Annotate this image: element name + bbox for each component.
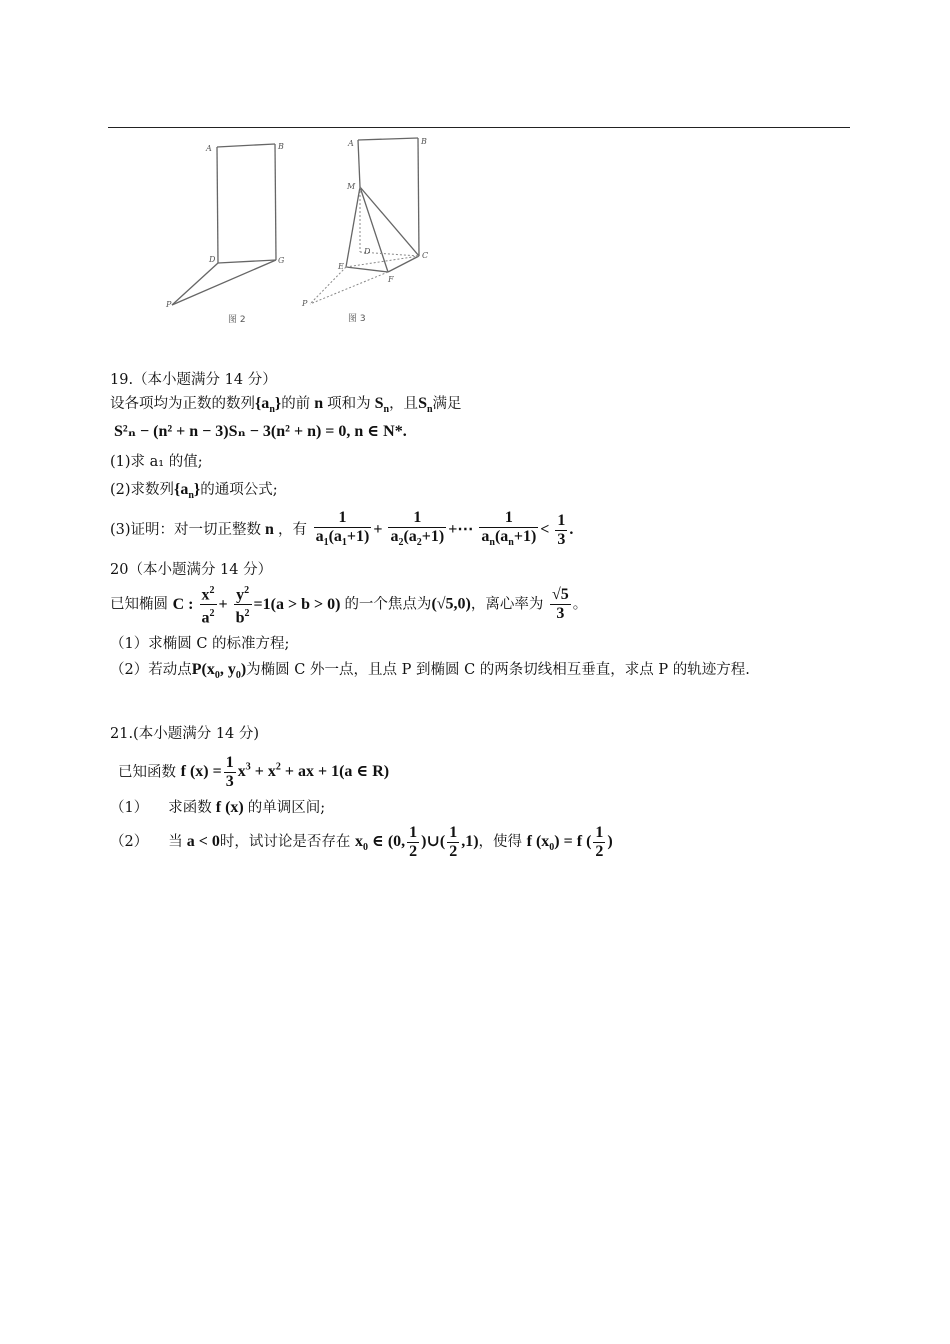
q19-part3: (3)证明：对一切正整数 n ，有 $\frac{1}{a_1(a_1+1)}$ + $\frac{1}{a_2(a_2+1)}$ +⋯ $\frac{1}{a_n(a_n+1)}$ < $\frac{1}{3}$ . — [110, 508, 574, 548]
q20-part1: （1）求椭圆 C 的标准方程; — [110, 636, 290, 652]
svg-text:F: F — [388, 275, 394, 284]
q20-intro: 已知椭圆 C : $\frac{x^2}{a^2}$ + $\frac{y^2}{b^2}$ =1(a > b > 0) 的一个焦点为(√5,0)，离心率为 $\frac{√5}{3}$ 。 — [110, 582, 587, 628]
q19-part1: (1)求 a₁ 的值; — [110, 454, 203, 470]
q19-equation: S²ₙ − (n² + n − 3)Sₙ − 3(n² + n) = 0, n ∈ N*. — [114, 423, 407, 440]
svg-text:C: C — [422, 251, 429, 260]
svg-text:G: G — [278, 256, 285, 265]
q21-intro: 已知函数 f (x) = $\frac{1}{3}$ $x^3 + x^2$ + ax + 1(a ∈ R) — [118, 754, 390, 791]
svg-text:M: M — [347, 182, 356, 191]
top-rule — [108, 127, 850, 128]
figure-2-caption: 图 2 — [228, 315, 246, 325]
q20-header: 20（本小题满分 14 分） — [110, 562, 273, 578]
q21-header: 21.(本小题满分 14 分) — [110, 726, 260, 742]
svg-text:D: D — [364, 247, 371, 256]
figure-2 — [160, 135, 300, 330]
q19-header: 19.（本小题满分 14 分） — [110, 372, 277, 388]
q19-part2: (2)求数列$\{a_n\}$的通项公式; — [110, 481, 278, 502]
svg-text:P: P — [166, 300, 172, 309]
svg-text:B: B — [278, 142, 284, 151]
q19-intro: 设各项均为正数的数列$\{a_n\}$的前 n 项和为 $S_n$，且$S_n$满足 — [110, 395, 462, 416]
q21-part2: （2） 当 a < 0时，试讨论是否存在 $x_0$ ∈ (0, $\frac{1}{2}$ )∪( $\frac{1}{2}$ ,1)，使得 f $(x_0) = f$ ( $\frac{1}{2}$ ) — [110, 823, 613, 860]
svg-text:P: P — [302, 299, 308, 308]
q20-part2: （2）若动点$P(x_0$, $y_0$)为椭圆 C 外一点，且点 P 到椭圆 C 的两条切线相互垂直，求点 P 的轨迹方程. — [110, 661, 750, 682]
svg-text:E: E — [338, 262, 344, 271]
figure-3 — [298, 132, 448, 330]
figure-3-caption: 图 3 — [348, 314, 366, 324]
svg-text:A: A — [348, 139, 354, 148]
q21-part1: （1） 求函数 f (x) 的单调区间; — [110, 799, 326, 816]
svg-text:A: A — [206, 144, 212, 153]
svg-text:D: D — [209, 255, 216, 264]
svg-text:B: B — [421, 137, 427, 146]
